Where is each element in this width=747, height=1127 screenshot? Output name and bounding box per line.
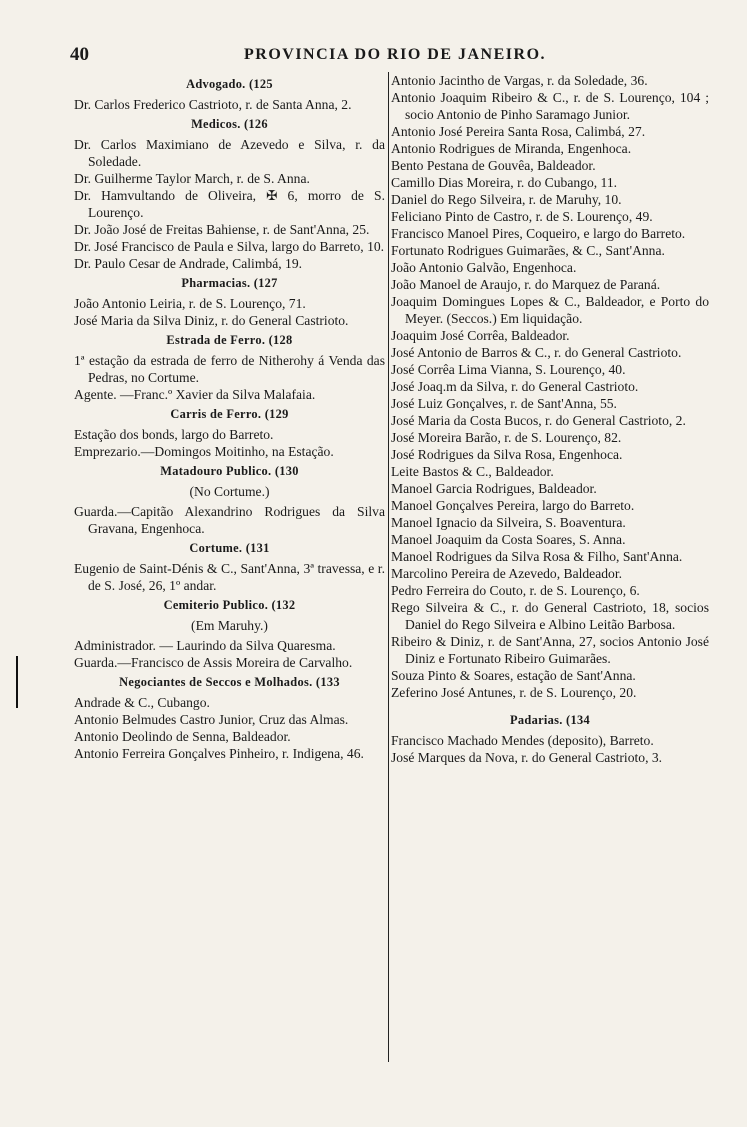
list-item: Dr. Hamvultando de Oliveira, ✠ 6, morro de S. Lourenço. [74, 188, 385, 220]
list-item: Manoel Gonçalves Pereira, largo do Barreto. [391, 498, 635, 513]
list-item: José Maria da Costa Bucos, r. do General Castrioto, 2. [391, 413, 686, 428]
list-item: José Luiz Gonçalves, r. de Sant'Anna, 55. [391, 396, 617, 411]
list-item: Francisco Manoel Pires, Coqueiro, e largo do Barreto. [391, 226, 686, 241]
list-item: Manoel Garcia Rodrigues, Baldeador. [391, 481, 597, 496]
section-heading: Cemiterio Publico. (132 [163, 598, 296, 612]
list-item: Manoel Joaquim da Costa Soares, S. Anna. [391, 532, 626, 547]
section-heading: Carris de Ferro. (129 [170, 407, 289, 421]
section-heading: Estrada de Ferro. (128 [166, 333, 293, 347]
list-item: João Antonio Leiria, r. de S. Lourenço, 71. [74, 296, 306, 311]
list-item: João Manoel de Araujo, r. do Marquez de Paraná. [391, 277, 661, 292]
list-item: José Marques da Nova, r. do General Castrioto, 3. [391, 750, 663, 765]
list-item: 1ª estação da estrada de ferro de Nitherohy á Venda das Pedras, no Cortume. [74, 353, 385, 385]
section-heading: Advogado. (125 [186, 77, 273, 91]
left-column [74, 72, 385, 762]
list-item: Dr. José Francisco de Paula e Silva, largo do Barreto, 10. [74, 239, 385, 254]
list-item: Antonio Ferreira Gonçalves Pinheiro, r. Indigena, 46. [74, 746, 364, 761]
list-item: Bento Pestana de Gouvêa, Baldeador. [391, 158, 596, 173]
list-item: Feliciano Pinto de Castro, r. de S. Lourenço, 49. [391, 209, 653, 224]
list-item: Administrador. — Laurindo da Silva Quaresma. [74, 638, 336, 653]
list-item: Francisco Machado Mendes (deposito), Barreto. [391, 733, 654, 748]
list-item: Souza Pinto & Soares, estação de Sant'Anna. [391, 668, 636, 683]
section-heading: Negociantes de Seccos e Molhados. (133 [119, 675, 340, 689]
list-item: Leite Bastos & C., Baldeador. [391, 464, 554, 479]
page-number: 40 [70, 44, 89, 65]
section-heading: Pharmacias. (127 [181, 276, 278, 290]
section-heading: Matadouro Publico. (130 [160, 464, 299, 478]
list-item: Antonio José Pereira Santa Rosa, Calimbá, 27. [391, 124, 646, 139]
list-item: Andrade & C., Cubango. [74, 695, 210, 710]
list-item: João Antonio Galvão, Engenhoca. [391, 260, 577, 275]
list-item: Antonio Deolindo de Senna, Baldeador. [74, 729, 291, 744]
list-item: Dr. Paulo Cesar de Andrade, Calimbá, 19. [74, 256, 303, 271]
list-item: José Moreira Barão, r. de S. Lourenço, 82. [391, 430, 622, 445]
list-item: Antonio Rodrigues de Miranda, Engenhoca. [391, 141, 632, 156]
list-item: José Rodrigues da Silva Rosa, Engenhoca. [391, 447, 623, 462]
column-divider [388, 72, 389, 1062]
list-item: Pedro Ferreira do Couto, r. de S. Lourenço, 6. [391, 583, 640, 598]
section-subheading: (No Cortume.) [189, 484, 270, 499]
list-item: Ribeiro & Diniz, r. de Sant'Anna, 27, socios Antonio José Diniz e Fortunato Ribeiro Guimarães. [391, 634, 709, 666]
section-subheading: (Em Maruhy.) [191, 618, 268, 633]
list-item: José Antonio de Barros & C., r. do General Castrioto. [391, 345, 682, 360]
list-item: Antonio Belmudes Castro Junior, Cruz das Almas. [74, 712, 349, 727]
list-item: Dr. Guilherme Taylor March, r. de S. Anna. [74, 171, 310, 186]
list-item: Camillo Dias Moreira, r. do Cubango, 11. [391, 175, 618, 190]
list-item: José Joaq.m da Silva, r. do General Castrioto. [391, 379, 639, 394]
list-item: Rego Silveira & C., r. do General Castrioto, 18, socios Daniel do Rego Silveira e Albino Leitão Barbosa. [391, 600, 709, 632]
list-item: Guarda.—Francisco de Assis Moreira de Carvalho. [74, 655, 353, 670]
list-item: Agente. —Franc.º Xavier da Silva Malafaia. [74, 387, 316, 402]
margin-mark [16, 656, 18, 708]
list-item: Marcolino Pereira de Azevedo, Baldeador. [391, 566, 623, 581]
list-item: José Maria da Silva Diniz, r. do General Castrioto. [74, 313, 349, 328]
page-header [70, 44, 720, 68]
section-heading: Medicos. (126 [191, 117, 268, 131]
list-item: Daniel do Rego Silveira, r. de Maruhy, 10. [391, 192, 622, 207]
list-item: Joaquim Domingues Lopes & C., Baldeador, e Porto do Meyer. (Seccos.) Em liquidação. [391, 294, 709, 326]
list-item: Manoel Rodrigues da Silva Rosa & Filho, Sant'Anna. [391, 549, 683, 564]
list-item: José Corrêa Lima Vianna, S. Lourenço, 40. [391, 362, 626, 377]
list-item: Emprezario.—Domingos Moitinho, na Estação. [74, 444, 334, 459]
list-item: Manoel Ignacio da Silveira, S. Boaventura. [391, 515, 626, 530]
section-heading: Padarias. (134 [510, 713, 590, 727]
list-item: Guarda.—Capitão Alexandrino Rodrigues da Silva Gravana, Engenhoca. [74, 504, 385, 536]
list-item: Antonio Jacintho de Vargas, r. da Soledade, 36. [391, 73, 648, 88]
right-column [391, 72, 709, 766]
list-item: Dr. Carlos Frederico Castrioto, r. de Santa Anna, 2. [74, 97, 352, 112]
list-item: Antonio Joaquim Ribeiro & C., r. de S. Lourenço, 104 ; socio Antonio de Pinho Saramago Junior. [391, 90, 709, 122]
section-heading: Cortume. (131 [189, 541, 270, 555]
list-item: Fortunato Rodrigues Guimarães, & C., Sant'Anna. [391, 243, 665, 258]
list-item: Zeferino José Antunes, r. de S. Lourenço, 20. [391, 685, 637, 700]
list-item: Eugenio de Saint-Dénis & C., Sant'Anna, 3ª travessa, e r. de S. José, 26, 1º andar. [74, 561, 385, 593]
list-item: Estação dos bonds, largo do Barreto. [74, 427, 274, 442]
list-item: Dr. João José de Freitas Bahiense, r. de Sant'Anna, 25. [74, 222, 370, 237]
running-title: PROVINCIA DO RIO DE JANEIRO. [243, 46, 547, 63]
list-item: Joaquim José Corrêa, Baldeador. [391, 328, 570, 343]
list-item: Dr. Carlos Maximiano de Azevedo e Silva, r. da Soledade. [74, 137, 385, 169]
